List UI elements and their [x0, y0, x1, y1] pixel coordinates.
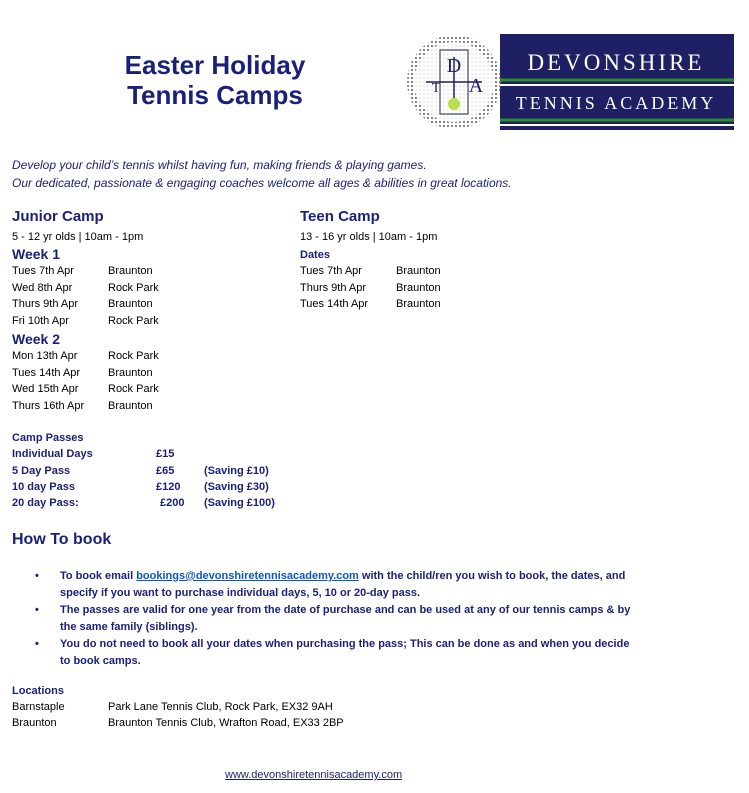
schedule-venue: Rock Park — [108, 383, 159, 395]
logo-name-line-1: DEVONSHIRE — [527, 50, 705, 75]
week-1-title: Week 1 — [12, 246, 60, 262]
schedule-venue: Braunton — [108, 298, 153, 310]
schedule-venue: Braunton — [396, 298, 441, 310]
bullet-icon: • — [35, 604, 39, 616]
location-address: Park Lane Tennis Club, Rock Park, EX32 9AH — [108, 701, 333, 713]
schedule-row — [12, 265, 74, 277]
schedule-venue: Braunton — [108, 367, 153, 379]
title-line-2: Tennis Camps — [127, 80, 303, 110]
pass-name: 5 Day Pass — [12, 465, 71, 477]
logo-letter-t: T — [431, 81, 441, 96]
website-link[interactable]: www.devonshiretennisacademy.com — [225, 769, 403, 781]
pass-price: £15 — [156, 448, 175, 460]
pass-saving: (Saving £10) — [204, 465, 269, 477]
locations-title: Locations — [12, 685, 64, 697]
schedule-date: Fri 10th Apr — [12, 315, 69, 327]
intro-line-2: Our dedicated, passionate & engaging coaches welcome all ages & abilities in great locations. — [12, 176, 512, 190]
schedule-row — [12, 282, 72, 294]
logo-name-line-2: TENNIS ACADEMY — [515, 93, 717, 113]
schedule-venue: Braunton — [396, 265, 441, 277]
schedule-venue: Braunton — [108, 265, 153, 277]
schedule-date: Wed 15th Apr — [12, 383, 79, 395]
how-to-book-title: How To book — [12, 531, 112, 548]
schedule-venue: Rock Park — [108, 282, 159, 294]
list-item — [35, 636, 635, 670]
pass-name: 10 day Pass — [12, 481, 75, 493]
schedule-date: Tues 14th Apr — [12, 367, 81, 379]
title-line-1: Easter Holiday — [124, 50, 306, 80]
schedule-row — [12, 400, 84, 412]
bullet-icon: • — [35, 638, 39, 650]
schedule-date: Tues 7th Apr — [12, 265, 74, 277]
schedule-venue: Braunton — [396, 282, 441, 294]
junior-camp-subtitle: 5 - 12 yr olds | 10am - 1pm — [12, 231, 144, 243]
pass-price: £120 — [156, 481, 181, 493]
schedule-row — [12, 298, 78, 310]
schedule-date: Tues 7th Apr — [300, 265, 362, 277]
schedule-venue: Rock Park — [108, 350, 159, 362]
teen-camp-subtitle: 13 - 16 yr olds | 10am - 1pm — [300, 231, 438, 243]
week-2-title: Week 2 — [12, 331, 60, 347]
bullet-3-text: You do not need to book all your dates when purchasing the pass; This can be done as and when you decide to book camps. — [60, 638, 630, 667]
junior-camp-title: Junior Camp — [12, 208, 104, 225]
schedule-venue: Rock Park — [108, 315, 159, 327]
schedule-date: Wed 8th Apr — [12, 282, 73, 294]
list-item — [35, 602, 635, 636]
schedule-date: Mon 13th Apr — [12, 350, 78, 362]
teen-camp-title: Teen Camp — [300, 208, 380, 225]
schedule-date: Thurs 9th Apr — [12, 298, 79, 310]
schedule-row — [12, 350, 77, 362]
pass-saving: (Saving £30) — [204, 481, 269, 493]
bullet-icon: • — [35, 570, 39, 582]
bullet-1-pre: To book email — [60, 570, 137, 582]
intro-line-1: Develop your child’s tennis whilst having fun, making friends & playing games. — [12, 158, 427, 172]
pass-name: 20 day Pass: — [12, 497, 79, 509]
page-title — [70, 50, 360, 110]
logo-graphic — [406, 32, 736, 132]
list-item — [35, 568, 635, 602]
schedule-row — [12, 383, 78, 395]
location-place: Barnstaple — [12, 701, 65, 713]
intro-text — [12, 156, 512, 192]
location-address: Braunton Tennis Club, Wrafton Road, EX33 2BP — [108, 717, 344, 729]
schedule-row — [12, 315, 69, 327]
schedule-venue: Braunton — [108, 400, 153, 412]
bullet-1-post: with the child/ren you wish to book, the dates, and specify if you want to purchase individual days, 5, 10 or 20-day pass. — [60, 570, 626, 599]
pass-price: £200 — [160, 497, 185, 509]
location-place: Braunton — [12, 717, 57, 729]
schedule-date: Tues 14th Apr — [300, 298, 369, 310]
camp-passes-title: Camp Passes — [12, 432, 84, 444]
pass-price: £65 — [156, 465, 175, 477]
academy-logo — [406, 32, 736, 132]
pass-saving: (Saving £100) — [204, 497, 275, 509]
booking-instructions — [35, 568, 635, 670]
schedule-date: Thurs 16th Apr — [12, 400, 85, 412]
pass-name: Individual Days — [12, 448, 93, 460]
tennis-ball-icon — [448, 98, 460, 110]
schedule-date: Thurs 9th Apr — [300, 282, 367, 294]
schedule-row — [12, 367, 80, 379]
teen-dates-label: Dates — [300, 249, 330, 261]
bullet-2-text: The passes are valid for one year from the date of purchase and can be used at any of our tennis camps & by the same family (siblings). — [60, 604, 631, 633]
logo-letter-d: D — [446, 55, 462, 77]
booking-email-link[interactable]: bookings@devonshiretennisacademy.com — [136, 570, 359, 582]
logo-letter-a: A — [468, 75, 484, 97]
